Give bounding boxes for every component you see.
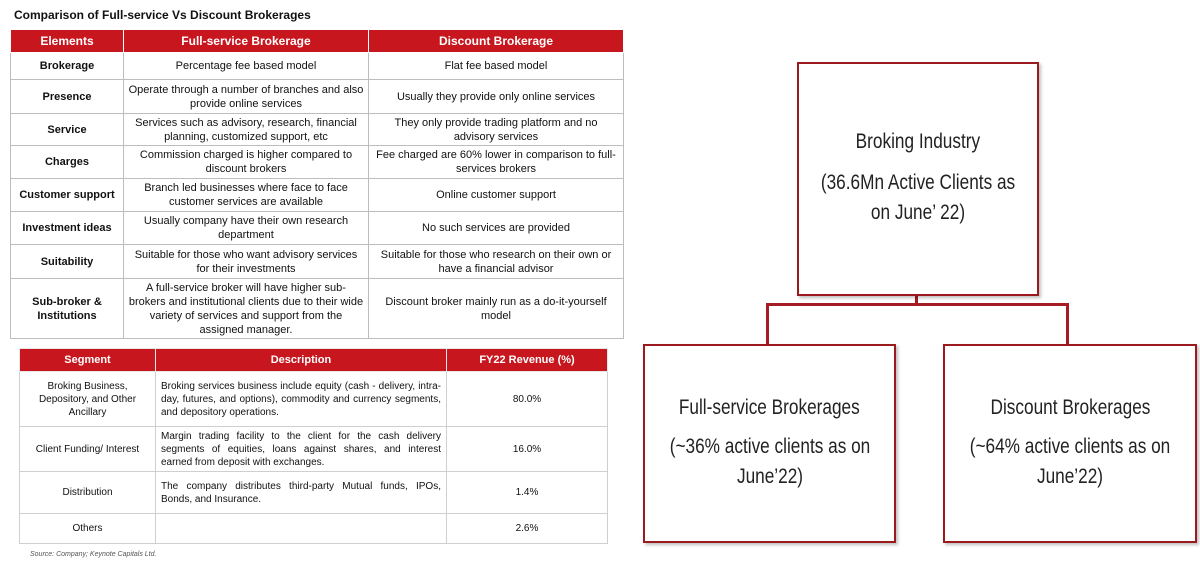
row-revenue: 80.0% — [447, 372, 608, 427]
row-full-service: Commission charged is higher compared to discount brokers — [124, 146, 369, 179]
full-service-subtitle: (~36% active clients as on June’22) — [669, 434, 870, 488]
row-segment: Client Funding/ Interest — [20, 427, 156, 472]
row-element: Charges — [11, 146, 124, 179]
row-full-service: Operate through a number of branches and also provide online services — [124, 80, 369, 114]
header-discount: Discount Brokerage — [369, 30, 624, 53]
row-full-service: Services such as advisory, research, financial planning, customized support, etc — [124, 114, 369, 146]
row-segment: Distribution — [20, 472, 156, 514]
header-elements: Elements — [11, 30, 124, 53]
row-description: Margin trading facility to the client for the cash delivery segments of equities, loans against shares, and interest earned from deposit with exchanges. — [156, 427, 447, 472]
segment-revenue-table — [19, 348, 608, 544]
discount-title: Discount Brokerages — [990, 395, 1150, 419]
header-revenue: FY22 Revenue (%) — [447, 349, 608, 372]
connector-vertical-left — [766, 303, 769, 344]
row-element: Customer support — [11, 179, 124, 212]
row-discount: Discount broker mainly run as a do-it-yourself model — [369, 279, 624, 339]
comparison-table — [10, 29, 624, 339]
connector-vertical-right — [1066, 303, 1069, 344]
row-segment: Broking Business, Depository, and Other Ancillary — [20, 372, 156, 427]
row-discount: Usually they provide only online services — [369, 80, 624, 114]
table-row — [11, 114, 624, 146]
row-full-service: Suitable for those who want advisory services for their investments — [124, 245, 369, 279]
row-full-service: Branch led businesses where face to face customer services are available — [124, 179, 369, 212]
broking-industry-box — [797, 62, 1039, 296]
row-description — [156, 514, 447, 544]
source-note: Source: Company; Keynote Capitals Ltd. — [30, 551, 157, 558]
header-full-service: Full-service Brokerage — [124, 30, 369, 53]
table-row — [11, 212, 624, 245]
row-description: The company distributes third-party Mutual funds, IPOs, Bonds, and Insurance. — [156, 472, 447, 514]
table-row — [20, 372, 608, 427]
full-service-box — [643, 344, 896, 543]
full-service-title: Full-service Brokerages — [679, 395, 860, 419]
row-revenue: 1.4% — [447, 472, 608, 514]
header-segment: Segment — [20, 349, 156, 372]
row-element: Presence — [11, 80, 124, 114]
row-revenue: 16.0% — [447, 427, 608, 472]
table-row — [11, 279, 624, 339]
row-discount: Suitable for those who research on their own or have a financial advisor — [369, 245, 624, 279]
broking-industry-title: Broking Industry — [855, 130, 981, 153]
row-full-service: Usually company have their own research department — [124, 212, 369, 245]
row-description: Broking services business include equity (cash - delivery, intra-day, futures, and options), commodity and currency segments, and depository operations. — [156, 372, 447, 427]
page-title: Comparison of Full-service Vs Discount Brokerages — [14, 8, 311, 22]
row-full-service: A full-service broker will have higher sub-brokers and institutional clients due to their wide variety of services and support from the assigned manager. — [124, 279, 369, 339]
table-row — [20, 472, 608, 514]
table-row — [11, 245, 624, 279]
row-revenue: 2.6% — [447, 514, 608, 544]
header-description: Description — [156, 349, 447, 372]
row-discount: Fee charged are 60% lower in comparison to full-services brokers — [369, 146, 624, 179]
table-row — [11, 80, 624, 114]
row-discount: No such services are provided — [369, 212, 624, 245]
row-discount: Flat fee based model — [369, 53, 624, 80]
table-row — [11, 146, 624, 179]
row-element: Suitability — [11, 245, 124, 279]
row-full-service: Percentage fee based model — [124, 53, 369, 80]
discount-box — [943, 344, 1197, 543]
broking-industry-subtitle: (36.6Mn Active Clients as on June’ 22) — [820, 171, 1016, 224]
segment-header-row — [20, 349, 608, 372]
comparison-header-row — [11, 30, 624, 53]
row-discount: They only provide trading platform and no advisory services — [369, 114, 624, 146]
row-element: Investment ideas — [11, 212, 124, 245]
discount-subtitle: (~64% active clients as on June’22) — [969, 434, 1171, 488]
row-element: Brokerage — [11, 53, 124, 80]
table-row — [11, 179, 624, 212]
table-row — [20, 427, 608, 472]
row-discount: Online customer support — [369, 179, 624, 212]
row-segment: Others — [20, 514, 156, 544]
row-element: Sub-broker & Institutions — [11, 279, 124, 339]
table-row — [20, 514, 608, 544]
row-element: Service — [11, 114, 124, 146]
connector-horizontal — [766, 303, 1068, 306]
table-row — [11, 53, 624, 80]
